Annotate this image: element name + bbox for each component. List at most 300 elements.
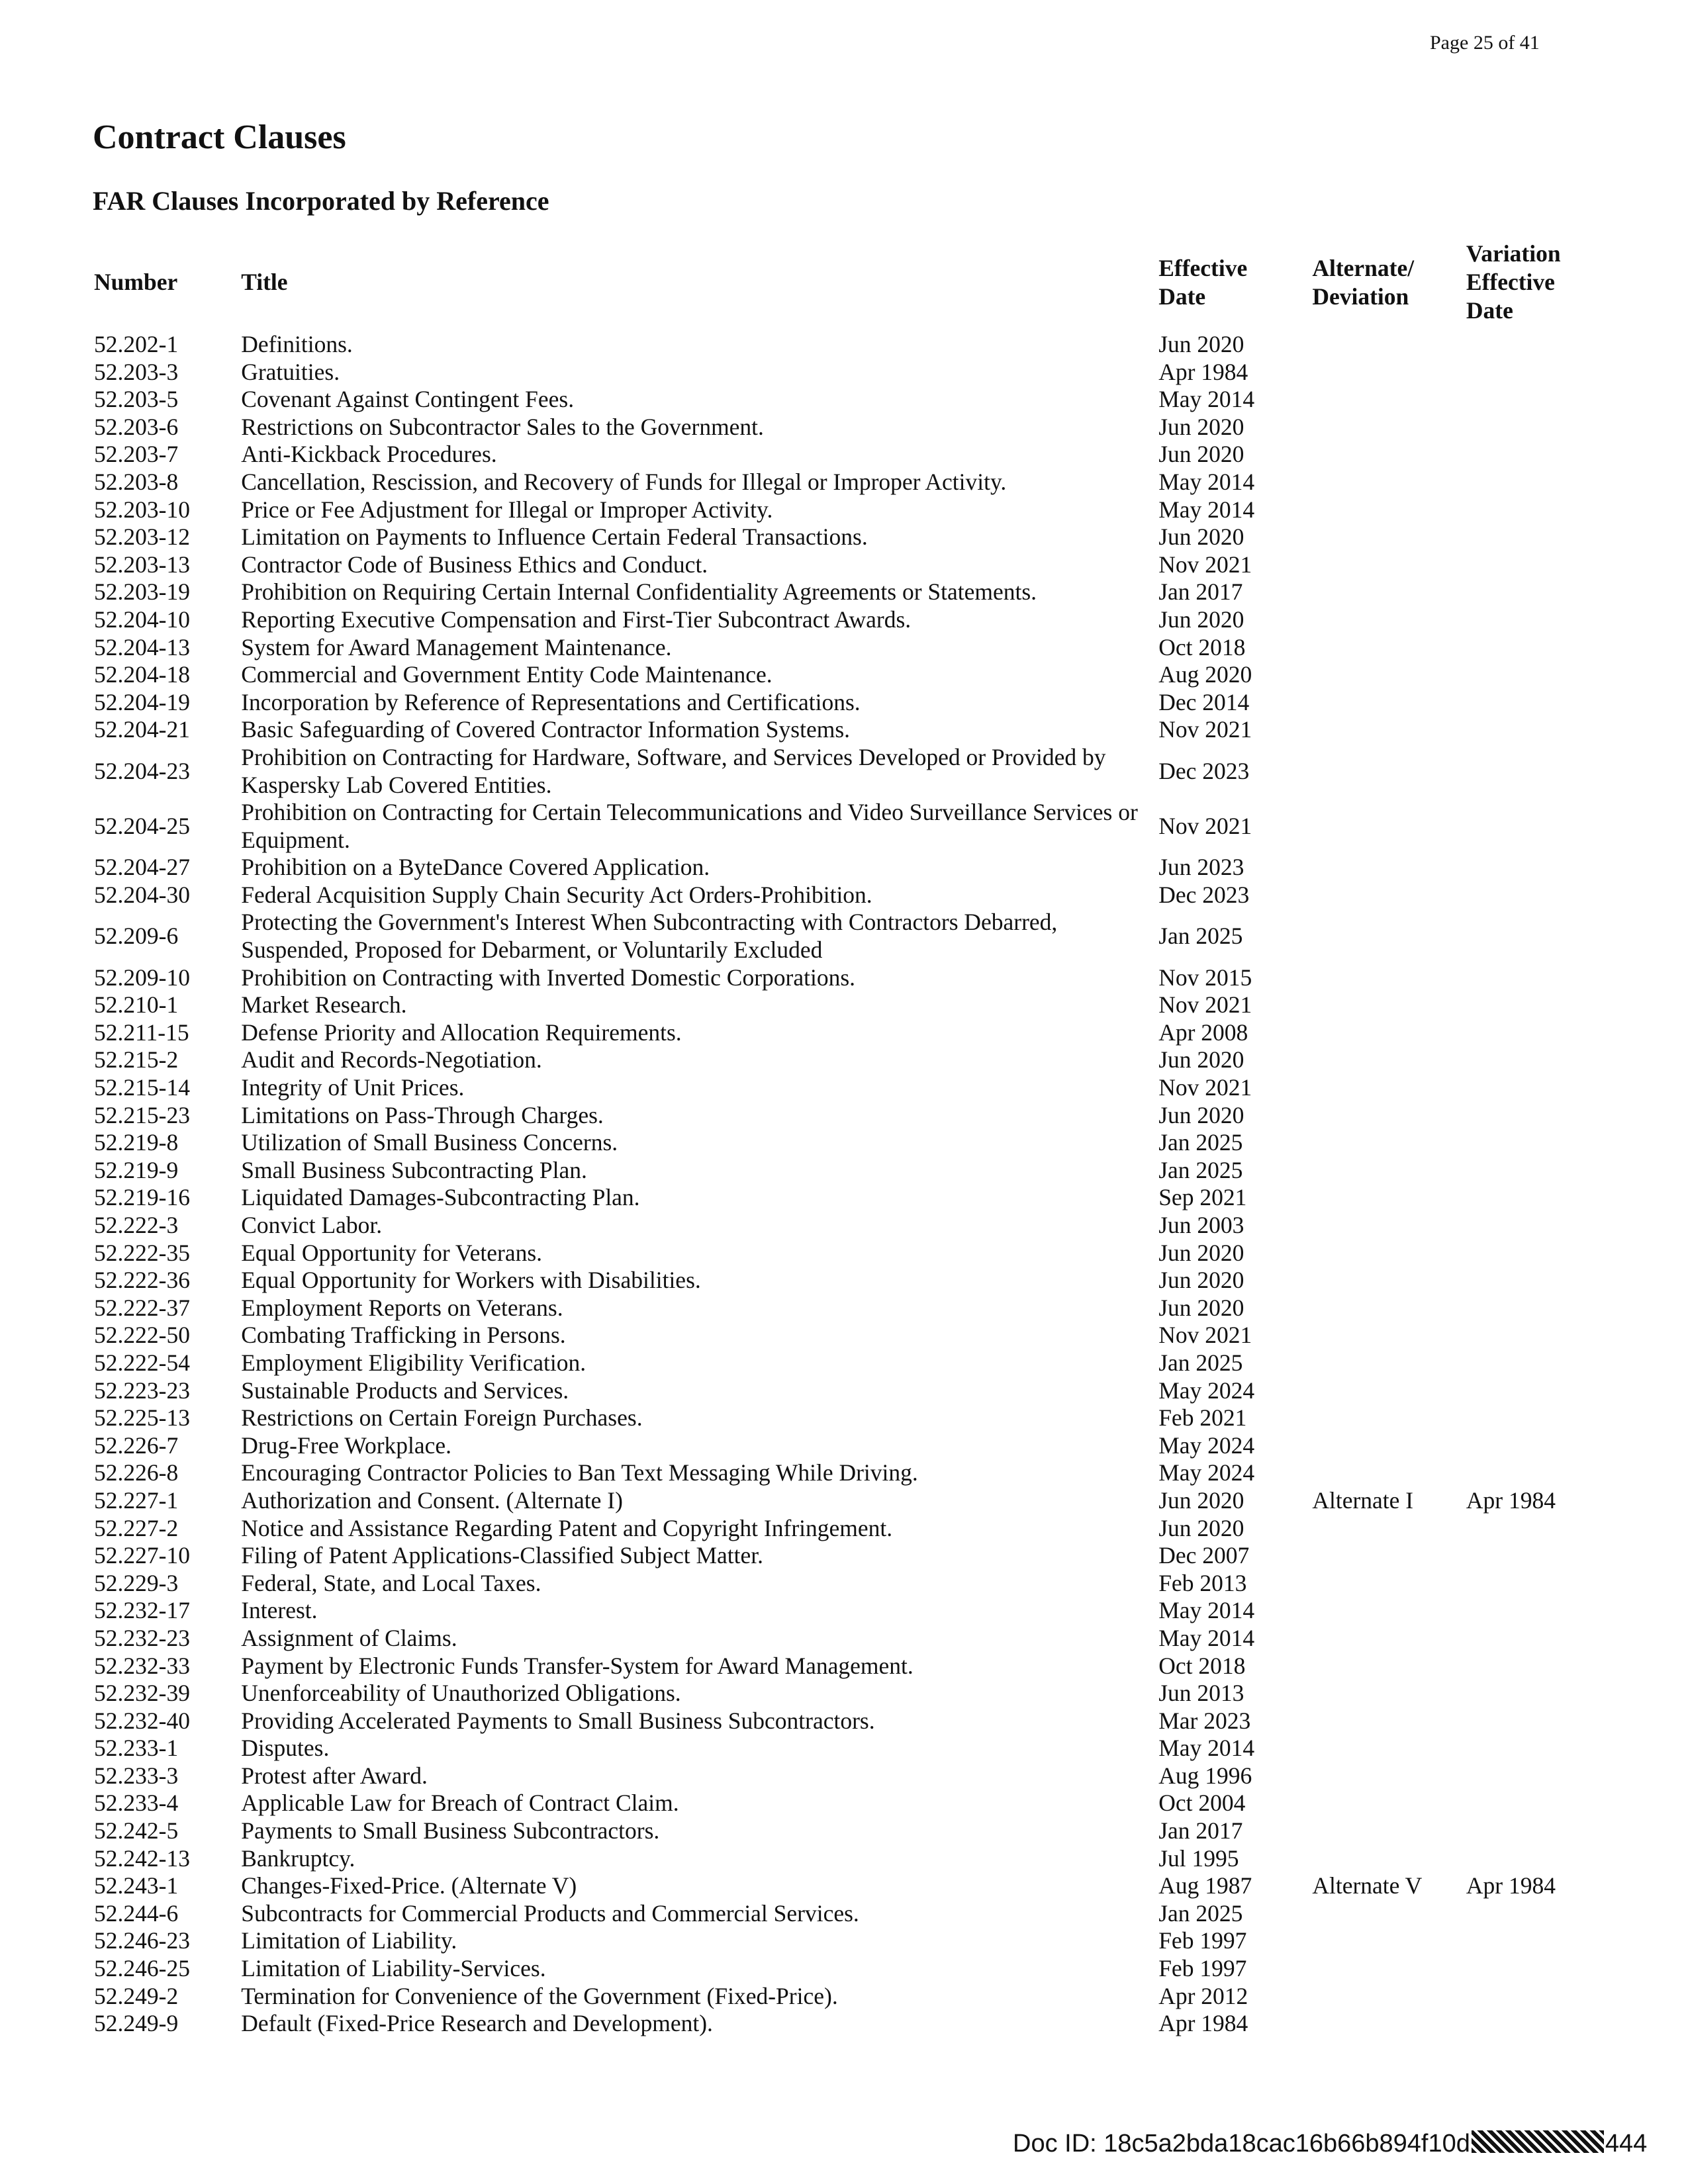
clause-alternate-deviation — [1309, 523, 1464, 551]
clause-effective-date: May 2024 — [1158, 1432, 1255, 1459]
table-row — [91, 1680, 1594, 1707]
clause-number: 52.203-5 — [94, 386, 179, 413]
table-row — [91, 1459, 1594, 1487]
clause-variation-effective-date — [1464, 1102, 1594, 1130]
clause-number: 52.203-7 — [94, 441, 179, 468]
clause-effective-date: Jan 2025 — [1158, 1156, 1243, 1183]
clause-alternate-deviation — [1309, 386, 1464, 414]
clause-variation-effective-date — [1464, 1157, 1594, 1185]
clause-effective-date: Feb 1997 — [1158, 1955, 1247, 1982]
clause-number: 52.215-14 — [94, 1074, 190, 1101]
clause-variation-effective-date — [1464, 1349, 1594, 1377]
clause-variation-effective-date — [1464, 634, 1594, 662]
clause-variation-effective-date — [1464, 799, 1594, 854]
clause-title: Defense Priority and Allocation Requirements. — [241, 1019, 682, 1046]
clause-alternate-deviation — [1309, 909, 1464, 964]
clause-title: Changes-Fixed-Price. (Alternate V) — [241, 1872, 577, 1899]
clause-variation-effective-date — [1464, 1653, 1594, 1680]
clause-title: Subcontracts for Commercial Products and Commercial Services. — [241, 1899, 859, 1927]
clause-effective-date: May 2024 — [1158, 1459, 1255, 1486]
clause-variation-effective-date — [1464, 1542, 1594, 1570]
clause-alternate-deviation — [1309, 1817, 1464, 1845]
clause-effective-date: Jan 2025 — [1158, 1899, 1243, 1927]
clause-alternate-deviation — [1309, 606, 1464, 634]
clause-variation-effective-date — [1464, 964, 1594, 992]
clause-alternate-deviation — [1309, 854, 1464, 882]
clause-number: 52.243-1 — [94, 1872, 179, 1899]
clause-number: 52.204-25 — [94, 812, 190, 839]
clause-title: Prohibition on Contracting for Certain Telecommunications and Video Surveillance Services or Equipment. — [241, 799, 1138, 853]
clause-alternate-deviation — [1309, 661, 1464, 689]
clause-effective-date: May 2014 — [1158, 386, 1255, 413]
table-row — [91, 1790, 1594, 1817]
table-row — [91, 523, 1594, 551]
clause-effective-date: Jun 2020 — [1158, 1294, 1244, 1321]
clause-number: 52.222-54 — [94, 1349, 190, 1376]
table-row — [91, 661, 1594, 689]
clause-effective-date: Jun 2023 — [1158, 854, 1244, 881]
clause-number: 52.203-19 — [94, 578, 190, 606]
table-row — [91, 1570, 1594, 1598]
table-row — [91, 1735, 1594, 1762]
clause-alternate-deviation — [1309, 1459, 1464, 1487]
clause-alternate-deviation — [1309, 1322, 1464, 1349]
clause-alternate-deviation — [1309, 331, 1464, 359]
clause-variation-effective-date — [1464, 882, 1594, 909]
clause-alternate-deviation — [1309, 634, 1464, 662]
clause-title: Encouraging Contractor Policies to Ban Text Messaging While Driving. — [241, 1459, 918, 1486]
clause-effective-date: Nov 2021 — [1158, 812, 1252, 839]
clause-number: 52.244-6 — [94, 1899, 179, 1927]
clause-alternate-deviation — [1309, 1597, 1464, 1625]
clause-title: Bankruptcy. — [241, 1844, 355, 1872]
clause-title: Payments to Small Business Subcontractors. — [241, 1817, 660, 1844]
clause-variation-effective-date — [1464, 1459, 1594, 1487]
clause-effective-date: Jul 1995 — [1158, 1844, 1239, 1872]
clause-effective-date: Jun 2020 — [1158, 413, 1244, 440]
clause-number: 52.203-12 — [94, 523, 190, 551]
table-row — [91, 1240, 1594, 1267]
clause-alternate-deviation — [1309, 578, 1464, 606]
clause-title: Authorization and Consent. (Alternate I) — [241, 1486, 623, 1514]
table-row — [91, 1983, 1594, 2011]
clause-variation-effective-date — [1464, 1240, 1594, 1267]
table-row — [91, 1900, 1594, 1928]
clause-variation-effective-date — [1464, 1515, 1594, 1543]
clause-variation-effective-date: Apr 1984 — [1466, 1872, 1556, 1899]
table-row — [91, 578, 1594, 606]
clause-number: 52.215-2 — [94, 1046, 179, 1073]
clause-effective-date: Apr 2008 — [1158, 1019, 1248, 1046]
clause-title: Basic Safeguarding of Covered Contractor Information Systems. — [241, 716, 851, 743]
clause-effective-date: May 2014 — [1158, 496, 1255, 523]
clause-alternate-deviation — [1309, 964, 1464, 992]
table-row — [91, 496, 1594, 524]
clause-alternate-deviation — [1309, 1762, 1464, 1790]
clause-effective-date: Mar 2023 — [1158, 1707, 1251, 1734]
clause-variation-effective-date — [1464, 2010, 1594, 2038]
clause-title: Limitation of Liability-Services. — [241, 1955, 546, 1982]
clause-variation-effective-date — [1464, 744, 1594, 799]
table-row — [91, 1927, 1594, 1955]
clause-number: 52.229-3 — [94, 1569, 179, 1596]
clause-variation-effective-date — [1464, 1927, 1594, 1955]
table-row — [91, 1515, 1594, 1543]
clause-number: 52.222-3 — [94, 1212, 179, 1238]
table-row — [91, 2010, 1594, 2038]
clause-title: Protecting the Government's Interest When Subcontracting with Contractors Debarred, Suspended, Proposed for Debarment, or Voluntarily Excluded — [241, 909, 1058, 964]
clause-title: Utilization of Small Business Concerns. — [241, 1129, 618, 1156]
clause-variation-effective-date — [1464, 386, 1594, 414]
clause-number: 52.219-9 — [94, 1156, 179, 1183]
clause-effective-date: May 2014 — [1158, 1624, 1255, 1651]
clause-effective-date: Feb 2013 — [1158, 1569, 1247, 1596]
clause-alternate-deviation — [1309, 441, 1464, 469]
clause-title: Convict Labor. — [241, 1212, 383, 1238]
clause-alternate-deviation — [1309, 1184, 1464, 1212]
table-row — [91, 799, 1594, 854]
clause-title: Equal Opportunity for Veterans. — [241, 1239, 543, 1266]
clause-number: 52.233-4 — [94, 1790, 179, 1817]
clause-effective-date: Sep 2021 — [1158, 1184, 1247, 1211]
clause-alternate-deviation — [1309, 1927, 1464, 1955]
table-row — [91, 1322, 1594, 1349]
clause-title: Protest after Award. — [241, 1762, 428, 1789]
page-title: Contract Clauses — [93, 118, 346, 156]
document-id-footer — [1013, 2130, 1647, 2158]
clause-alternate-deviation — [1309, 551, 1464, 579]
clause-alternate-deviation — [1309, 744, 1464, 799]
clause-variation-effective-date: Apr 1984 — [1466, 1486, 1556, 1514]
clause-alternate-deviation — [1309, 1983, 1464, 2011]
clause-effective-date: Oct 2018 — [1158, 1652, 1246, 1679]
clause-title: Reporting Executive Compensation and First-Tier Subcontract Awards. — [241, 606, 912, 633]
clause-alternate-deviation — [1309, 1019, 1464, 1047]
clause-variation-effective-date — [1464, 1762, 1594, 1790]
clause-alternate-deviation — [1309, 799, 1464, 854]
column-header-alternate-deviation: Alternate/ Deviation — [1312, 254, 1415, 310]
clause-title: Termination for Convenience of the Government (Fixed-Price). — [241, 1982, 838, 2009]
clause-title: Gratuities. — [241, 358, 340, 385]
clause-alternate-deviation — [1309, 469, 1464, 496]
clause-title: Price or Fee Adjustment for Illegal or Improper Activity. — [241, 496, 773, 523]
clause-variation-effective-date — [1464, 1212, 1594, 1240]
clause-title: Restrictions on Subcontractor Sales to the Government. — [241, 413, 764, 440]
clause-title: Limitations on Pass-Through Charges. — [241, 1101, 604, 1128]
clause-title: Contractor Code of Business Ethics and Conduct. — [241, 551, 708, 578]
clause-variation-effective-date — [1464, 1790, 1594, 1817]
clause-effective-date: Jun 2020 — [1158, 1514, 1244, 1541]
clause-number: 52.232-40 — [94, 1707, 190, 1734]
table-row — [91, 1212, 1594, 1240]
clause-title: Cancellation, Rescission, and Recovery of Funds for Illegal or Improper Activity. — [241, 468, 1007, 495]
clause-number: 52.226-8 — [94, 1459, 179, 1486]
clause-number: 52.203-10 — [94, 496, 190, 523]
clause-alternate-deviation — [1309, 1157, 1464, 1185]
clause-alternate-deviation — [1309, 1790, 1464, 1817]
table-row — [91, 909, 1594, 964]
clause-title: Providing Accelerated Payments to Small Business Subcontractors. — [241, 1707, 875, 1734]
clause-variation-effective-date — [1464, 1046, 1594, 1074]
clause-alternate-deviation — [1309, 1129, 1464, 1157]
clause-variation-effective-date — [1464, 1597, 1594, 1625]
clause-number: 52.222-37 — [94, 1294, 190, 1321]
clause-effective-date: Dec 2007 — [1158, 1542, 1250, 1569]
clause-effective-date: Aug 2020 — [1158, 661, 1252, 688]
clause-number: 52.204-30 — [94, 881, 190, 908]
clause-title: Filing of Patent Applications-Classified Subject Matter. — [241, 1542, 764, 1569]
table-row — [91, 606, 1594, 634]
table-row — [91, 964, 1594, 992]
table-row — [91, 1102, 1594, 1130]
clause-title: Drug-Free Workplace. — [241, 1432, 452, 1459]
clause-effective-date: Feb 1997 — [1158, 1927, 1247, 1954]
clause-effective-date: Nov 2021 — [1158, 991, 1252, 1019]
clause-effective-date: Jun 2003 — [1158, 1212, 1244, 1238]
clause-effective-date: Apr 1984 — [1158, 358, 1248, 385]
clause-title: Restrictions on Certain Foreign Purchases. — [241, 1404, 643, 1432]
clause-variation-effective-date — [1464, 716, 1594, 744]
table-row — [91, 1349, 1594, 1377]
clause-effective-date: Jun 2020 — [1158, 1486, 1244, 1514]
clause-effective-date: Jun 2020 — [1158, 441, 1244, 468]
clause-title: Default (Fixed-Price Research and Development). — [241, 2010, 713, 2037]
clause-alternate-deviation — [1309, 1349, 1464, 1377]
table-row — [91, 1295, 1594, 1322]
clause-number: 52.222-50 — [94, 1322, 190, 1349]
clause-number: 52.209-6 — [94, 923, 179, 950]
clause-alternate-deviation — [1309, 1955, 1464, 1983]
clause-number: 52.202-1 — [94, 331, 179, 357]
clause-variation-effective-date — [1464, 1955, 1594, 1983]
clause-number: 52.203-6 — [94, 413, 179, 440]
clause-variation-effective-date — [1464, 1680, 1594, 1707]
document-id: Doc ID: 18c5a2bda18cac16b66b894f10d — [1013, 2130, 1470, 2158]
clause-number: 52.246-23 — [94, 1927, 190, 1954]
clause-title: Applicable Law for Breach of Contract Claim. — [241, 1790, 679, 1817]
clause-title: Employment Reports on Veterans. — [241, 1294, 563, 1321]
clause-title: Federal Acquisition Supply Chain Security Act Orders-Prohibition. — [241, 881, 872, 908]
redaction-mark — [1472, 2130, 1604, 2153]
clause-effective-date: Jan 2025 — [1158, 1349, 1243, 1376]
table-row — [91, 1404, 1594, 1432]
clause-variation-effective-date — [1464, 496, 1594, 524]
table-row — [91, 414, 1594, 441]
clause-number: 52.204-19 — [94, 688, 190, 715]
clause-effective-date: Dec 2023 — [1158, 757, 1250, 784]
clause-number: 52.204-13 — [94, 633, 190, 660]
table-row — [91, 386, 1594, 414]
clause-variation-effective-date — [1464, 909, 1594, 964]
table-row — [91, 1184, 1594, 1212]
clause-alternate-deviation — [1309, 716, 1464, 744]
clause-variation-effective-date — [1464, 1074, 1594, 1102]
table-row — [91, 1129, 1594, 1157]
clause-alternate-deviation — [1309, 1404, 1464, 1432]
clause-number: 52.222-36 — [94, 1267, 190, 1294]
clause-alternate-deviation — [1309, 1542, 1464, 1570]
table-row — [91, 359, 1594, 387]
clause-title: Notice and Assistance Regarding Patent and Copyright Infringement. — [241, 1514, 893, 1541]
clause-alternate-deviation — [1309, 1680, 1464, 1707]
clause-number: 52.233-3 — [94, 1762, 179, 1789]
clause-number: 52.225-13 — [94, 1404, 190, 1432]
page-number: Page 25 of 41 — [1430, 32, 1540, 54]
clause-number: 52.204-18 — [94, 661, 190, 688]
clause-variation-effective-date — [1464, 1845, 1594, 1873]
clause-number: 52.215-23 — [94, 1101, 190, 1128]
table-row — [91, 1074, 1594, 1102]
clause-effective-date: Nov 2021 — [1158, 551, 1252, 578]
clause-effective-date: Dec 2023 — [1158, 881, 1250, 908]
clause-effective-date: Jan 2017 — [1158, 1817, 1243, 1844]
table-row — [91, 1046, 1594, 1074]
clause-effective-date: Dec 2014 — [1158, 688, 1250, 715]
clause-effective-date: Nov 2021 — [1158, 1074, 1252, 1101]
clause-effective-date: Jan 2025 — [1158, 1129, 1243, 1156]
table-row — [91, 1267, 1594, 1295]
clause-effective-date: Jun 2020 — [1158, 1267, 1244, 1294]
clause-title: Covenant Against Contingent Fees. — [241, 386, 575, 413]
clause-title: System for Award Management Maintenance. — [241, 633, 672, 660]
table-row — [91, 1377, 1594, 1405]
clause-variation-effective-date — [1464, 1129, 1594, 1157]
section-title: FAR Clauses Incorporated by Reference — [93, 186, 549, 216]
clause-number: 52.210-1 — [94, 991, 179, 1019]
clause-effective-date: Jun 2020 — [1158, 1046, 1244, 1073]
clause-title: Limitation on Payments to Influence Certain Federal Transactions. — [241, 523, 868, 551]
clause-alternate-deviation — [1309, 1074, 1464, 1102]
clause-alternate-deviation: Alternate V — [1312, 1872, 1423, 1899]
clause-number: 52.227-1 — [94, 1486, 179, 1514]
clause-effective-date: Aug 1987 — [1158, 1872, 1252, 1899]
table-row — [91, 469, 1594, 496]
table-row — [91, 1955, 1594, 1983]
clause-title: Federal, State, and Local Taxes. — [241, 1569, 541, 1596]
clause-title: Unenforceability of Unauthorized Obligations. — [241, 1680, 681, 1707]
clause-effective-date: Oct 2018 — [1158, 633, 1246, 660]
clause-variation-effective-date — [1464, 1983, 1594, 2011]
clause-alternate-deviation — [1309, 359, 1464, 387]
clause-variation-effective-date — [1464, 523, 1594, 551]
clause-title: Integrity of Unit Prices. — [241, 1074, 465, 1101]
clause-title: Prohibition on Contracting with Inverted Domestic Corporations. — [241, 964, 856, 991]
table-row — [91, 689, 1594, 717]
clause-number: 52.232-17 — [94, 1597, 190, 1624]
clause-alternate-deviation: Alternate I — [1312, 1486, 1414, 1514]
clause-title: Prohibition on Contracting for Hardware, Software, and Services Developed or Provided by Kaspersky Lab Covered Entities. — [241, 743, 1106, 798]
table-row — [91, 991, 1594, 1019]
clause-title: Small Business Subcontracting Plan. — [241, 1156, 587, 1183]
clause-alternate-deviation — [1309, 1735, 1464, 1762]
clause-variation-effective-date — [1464, 1322, 1594, 1349]
clause-number: 52.223-23 — [94, 1377, 190, 1404]
clause-variation-effective-date — [1464, 1432, 1594, 1460]
clause-alternate-deviation — [1309, 1900, 1464, 1928]
column-header-title: Title — [241, 269, 288, 295]
table-row — [91, 1845, 1594, 1873]
table-header — [91, 240, 1594, 331]
table-row — [91, 1653, 1594, 1680]
clause-number: 52.242-5 — [94, 1817, 179, 1844]
table-row — [91, 441, 1594, 469]
column-header-variation-effective-date: Variation Effective Date — [1466, 240, 1561, 324]
clause-alternate-deviation — [1309, 2010, 1464, 2038]
clause-effective-date: Oct 2004 — [1158, 1790, 1246, 1817]
column-header-effective-date: Effective Date — [1158, 254, 1248, 310]
clause-alternate-deviation — [1309, 1102, 1464, 1130]
table-header-row — [91, 240, 1594, 331]
clause-title: Prohibition on a ByteDance Covered Application. — [241, 854, 710, 881]
clause-title: Prohibition on Requiring Certain Internal Confidentiality Agreements or Statements. — [241, 578, 1037, 606]
clause-alternate-deviation — [1309, 1653, 1464, 1680]
clause-alternate-deviation — [1309, 1845, 1464, 1873]
clause-variation-effective-date — [1464, 359, 1594, 387]
table-row — [91, 882, 1594, 909]
clause-variation-effective-date — [1464, 441, 1594, 469]
clause-alternate-deviation — [1309, 991, 1464, 1019]
clause-alternate-deviation — [1309, 414, 1464, 441]
clause-number: 52.203-3 — [94, 358, 179, 385]
clause-effective-date: May 2024 — [1158, 1377, 1255, 1404]
table-row — [91, 1707, 1594, 1735]
clause-effective-date: Jun 2013 — [1158, 1680, 1244, 1707]
table-row — [91, 1019, 1594, 1047]
clause-title: Equal Opportunity for Workers with Disabilities. — [241, 1267, 701, 1294]
clause-variation-effective-date — [1464, 606, 1594, 634]
table-row — [91, 1872, 1594, 1900]
clause-number: 52.226-7 — [94, 1432, 179, 1459]
clause-variation-effective-date — [1464, 331, 1594, 359]
clause-title: Audit and Records-Negotiation. — [241, 1046, 542, 1073]
clause-variation-effective-date — [1464, 1184, 1594, 1212]
clause-variation-effective-date — [1464, 1267, 1594, 1295]
far-clauses-table — [91, 240, 1594, 2038]
clause-effective-date: May 2014 — [1158, 468, 1255, 495]
clause-title: Employment Eligibility Verification. — [241, 1349, 586, 1376]
clause-effective-date: Jun 2020 — [1158, 523, 1244, 551]
clause-alternate-deviation — [1309, 1212, 1464, 1240]
clause-variation-effective-date — [1464, 1404, 1594, 1432]
clause-alternate-deviation — [1309, 1707, 1464, 1735]
table-row — [91, 744, 1594, 799]
clause-title: Commercial and Government Entity Code Maintenance. — [241, 661, 773, 688]
clause-title: Disputes. — [241, 1735, 330, 1762]
table-row — [91, 331, 1594, 359]
clause-number: 52.204-23 — [94, 757, 190, 784]
clause-title: Limitation of Liability. — [241, 1927, 457, 1954]
clause-effective-date: Feb 2021 — [1158, 1404, 1247, 1432]
clause-number: 52.232-33 — [94, 1652, 190, 1679]
table-row — [91, 1597, 1594, 1625]
clause-number: 52.219-16 — [94, 1184, 190, 1211]
clause-effective-date: May 2014 — [1158, 1735, 1255, 1762]
clause-variation-effective-date — [1464, 1295, 1594, 1322]
clause-variation-effective-date — [1464, 854, 1594, 882]
clause-effective-date: Jan 2017 — [1158, 578, 1243, 606]
clause-effective-date: Nov 2015 — [1158, 964, 1252, 991]
clause-title: Anti-Kickback Procedures. — [241, 441, 497, 468]
clause-title: Incorporation by Reference of Representations and Certifications. — [241, 688, 861, 715]
clause-alternate-deviation — [1309, 1515, 1464, 1543]
table-row — [91, 1762, 1594, 1790]
table-row — [91, 1625, 1594, 1653]
clause-number: 52.249-2 — [94, 1982, 179, 2009]
clause-number: 52.203-8 — [94, 468, 179, 495]
clause-effective-date: May 2014 — [1158, 1597, 1255, 1624]
clause-variation-effective-date — [1464, 1735, 1594, 1762]
clause-variation-effective-date — [1464, 991, 1594, 1019]
